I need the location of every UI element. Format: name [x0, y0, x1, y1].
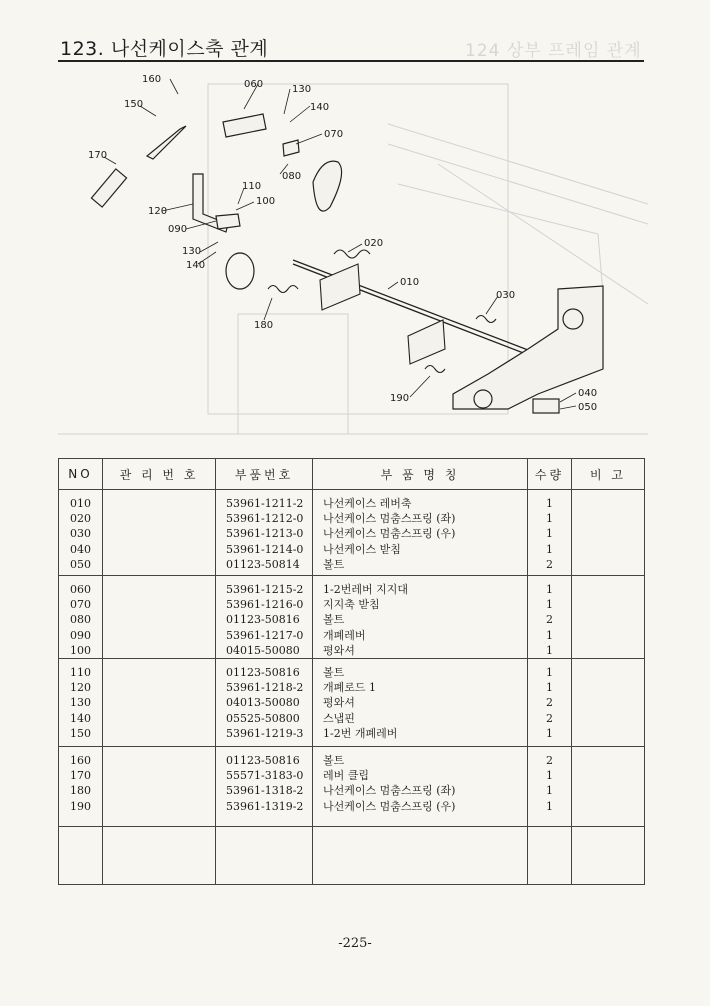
callout-label: 120	[148, 206, 168, 217]
callout-label: 030	[496, 290, 516, 301]
cell-value: 2	[546, 753, 553, 767]
cell-value: 나선케이스 멈춤스프링 (좌)	[323, 512, 456, 526]
table-cell-pn	[216, 746, 313, 826]
header-qty: 수량	[528, 459, 572, 490]
cell-value: 130	[70, 696, 91, 710]
callout-label: 020	[364, 238, 384, 249]
table-cell-pn	[216, 490, 313, 576]
table-row-group	[59, 746, 645, 826]
cell-value: 나선케이스 받침	[323, 542, 401, 556]
cell-value: 1	[546, 527, 553, 541]
table-cell-no	[59, 658, 103, 746]
table-cell-no	[59, 826, 103, 884]
cell-value: 53961-1319-2	[226, 799, 304, 813]
table-cell-nm	[313, 490, 528, 576]
cell-value: 170	[70, 769, 91, 783]
header-part-name: 부 품 명 칭	[313, 459, 528, 490]
cell-value: 볼트	[323, 665, 345, 679]
cell-value: 나선케이스 멈춤스프링 (우)	[323, 799, 456, 813]
table-cell-mgmt	[103, 658, 216, 746]
callout-label: 010	[400, 277, 420, 288]
table-cell-mgmt	[103, 576, 216, 659]
cell-value: 070	[70, 598, 91, 612]
cell-value: 1	[546, 598, 553, 612]
title-rule	[58, 60, 644, 62]
callout-label: 130	[292, 84, 312, 95]
cell-value: 53961-1218-2	[226, 681, 304, 695]
table-cell-rm	[572, 490, 645, 576]
cell-value: 53961-1214-0	[226, 542, 304, 556]
table-cell-pn	[216, 576, 313, 659]
table-cell-mgmt	[103, 746, 216, 826]
page-title: 123. 나선케이스축 관계	[60, 38, 269, 60]
cell-value: 2	[546, 711, 553, 725]
table-cell-mgmt	[103, 490, 216, 576]
callout-label: 040	[578, 388, 598, 399]
header-no: NO	[59, 459, 103, 490]
cell-value: 볼트	[323, 753, 345, 767]
cell-value: 1	[546, 512, 553, 526]
cell-value: 55571-3183-0	[226, 769, 304, 783]
cell-value: 53961-1215-2	[226, 583, 304, 596]
table-cell-no	[59, 490, 103, 576]
table-cell-nm	[313, 576, 528, 659]
callout-label: 070	[324, 129, 344, 140]
table-cell-rm	[572, 826, 645, 884]
cell-value: 1	[546, 799, 553, 813]
callout-label: 090	[168, 224, 188, 235]
table-cell-nm	[313, 746, 528, 826]
cell-value: 180	[70, 784, 91, 798]
cell-value: 2	[546, 613, 553, 627]
cell-value: 01123-50816	[226, 753, 300, 767]
table-cell-rm	[572, 576, 645, 659]
cell-value: 110	[70, 665, 91, 679]
cell-value: 1	[546, 583, 553, 596]
exploded-parts-diagram	[58, 64, 648, 459]
cell-value: 060	[70, 583, 91, 596]
cell-value: 030	[70, 527, 91, 541]
cell-value: 53961-1213-0	[226, 527, 304, 541]
cell-value: 지지축 받침	[323, 598, 380, 612]
lever-assembly	[91, 114, 344, 289]
callout-label: 130	[182, 246, 202, 257]
cell-value: 볼트	[323, 557, 345, 571]
callout-label: 160	[142, 74, 162, 85]
cell-value: 1	[546, 628, 553, 642]
table-cell-pn	[216, 658, 313, 746]
table-cell-qt	[528, 826, 572, 884]
cell-value: 53961-1212-0	[226, 512, 304, 526]
cell-value: 1-2번 개폐레버	[323, 726, 398, 740]
table-header-row	[59, 459, 645, 490]
cell-value: 1	[546, 542, 553, 556]
cell-value: 160	[70, 753, 91, 767]
cell-value: 040	[70, 542, 91, 556]
cell-value: 나선케이스 레버축	[323, 497, 412, 510]
cell-value: 53961-1216-0	[226, 598, 304, 612]
parts-table	[58, 458, 645, 885]
cell-value: 1	[546, 769, 553, 783]
table-cell-nm	[313, 826, 528, 884]
cell-value: 020	[70, 512, 91, 526]
cell-value: 평와셔	[323, 643, 355, 657]
callout-label: 080	[282, 171, 302, 182]
cell-value: 05525-50800	[226, 711, 300, 725]
cell-value: 04015-50080	[226, 643, 300, 657]
table-cell-qt	[528, 658, 572, 746]
cell-value: 1	[546, 784, 553, 798]
cell-value: 1	[546, 497, 553, 510]
table-cell-pn	[216, 826, 313, 884]
cell-value: 100	[70, 643, 91, 657]
table-row-group	[59, 826, 645, 884]
cell-value: 1-2번레버 지지대	[323, 583, 408, 596]
callout-label: 110	[242, 181, 262, 192]
cell-value: 050	[70, 557, 91, 571]
cell-value: 1	[546, 726, 553, 740]
table-cell-no	[59, 746, 103, 826]
cell-value: 010	[70, 497, 91, 510]
cell-value: 2	[546, 557, 553, 571]
cell-value: 140	[70, 711, 91, 725]
callout-label: 140	[310, 102, 330, 113]
cell-value: 1	[546, 665, 553, 679]
cell-value: 1	[546, 643, 553, 657]
table-cell-qt	[528, 576, 572, 659]
cell-value: 190	[70, 799, 91, 813]
cell-value: 53961-1219-3	[226, 726, 304, 740]
cell-value: 53961-1318-2	[226, 784, 304, 798]
table-cell-rm	[572, 658, 645, 746]
cell-value: 레버 클립	[323, 769, 370, 783]
cell-value: 개폐레버	[323, 628, 366, 642]
cell-value: 04013-50080	[226, 696, 300, 710]
table-row-group	[59, 490, 645, 576]
cell-value: 080	[70, 613, 91, 627]
cell-value: 나선케이스 멈춤스프링 (좌)	[323, 784, 456, 798]
cell-value: 01123-50814	[226, 557, 300, 571]
cell-value: 01123-50816	[226, 665, 300, 679]
springs	[268, 250, 496, 373]
cell-value: 스냅핀	[323, 711, 355, 725]
table-cell-rm	[572, 746, 645, 826]
cell-value: 2	[546, 696, 553, 710]
table-cell-no	[59, 576, 103, 659]
cell-value: 개폐로드 1	[323, 681, 376, 695]
header-part-number: 부품번호	[216, 459, 313, 490]
cell-value: 볼트	[323, 613, 345, 627]
cell-value: 53961-1217-0	[226, 628, 304, 642]
parts-table-body	[59, 490, 645, 885]
cell-value: 090	[70, 628, 91, 642]
cell-value: 120	[70, 681, 91, 695]
table-cell-qt	[528, 490, 572, 576]
callout-label: 140	[186, 260, 206, 271]
bleed-through-title: 124 상부 프레임 관계	[465, 41, 642, 61]
callout-label: 180	[254, 320, 274, 331]
table-row-group	[59, 658, 645, 746]
table-cell-mgmt	[103, 826, 216, 884]
cell-value: 평와셔	[323, 696, 355, 710]
callout-label: 190	[390, 393, 410, 404]
cell-value: 01123-50816	[226, 613, 300, 627]
callout-label: 150	[124, 99, 144, 110]
table-cell-nm	[313, 658, 528, 746]
callout-label: 170	[88, 150, 108, 161]
callout-label: 060	[244, 79, 264, 90]
callout-label: 050	[578, 402, 598, 413]
table-cell-qt	[528, 746, 572, 826]
page-number: -225-	[338, 936, 372, 951]
cell-value: 150	[70, 726, 91, 740]
cell-value: 1	[546, 681, 553, 695]
callout-label: 100	[256, 196, 276, 207]
header-remarks: 비 고	[572, 459, 645, 490]
cell-value: 나선케이스 멈춤스프링 (우)	[323, 527, 456, 541]
table-row-group	[59, 576, 645, 659]
cell-value: 53961-1211-2	[226, 497, 304, 510]
header-mgmt-number: 관 리 번 호	[103, 459, 216, 490]
